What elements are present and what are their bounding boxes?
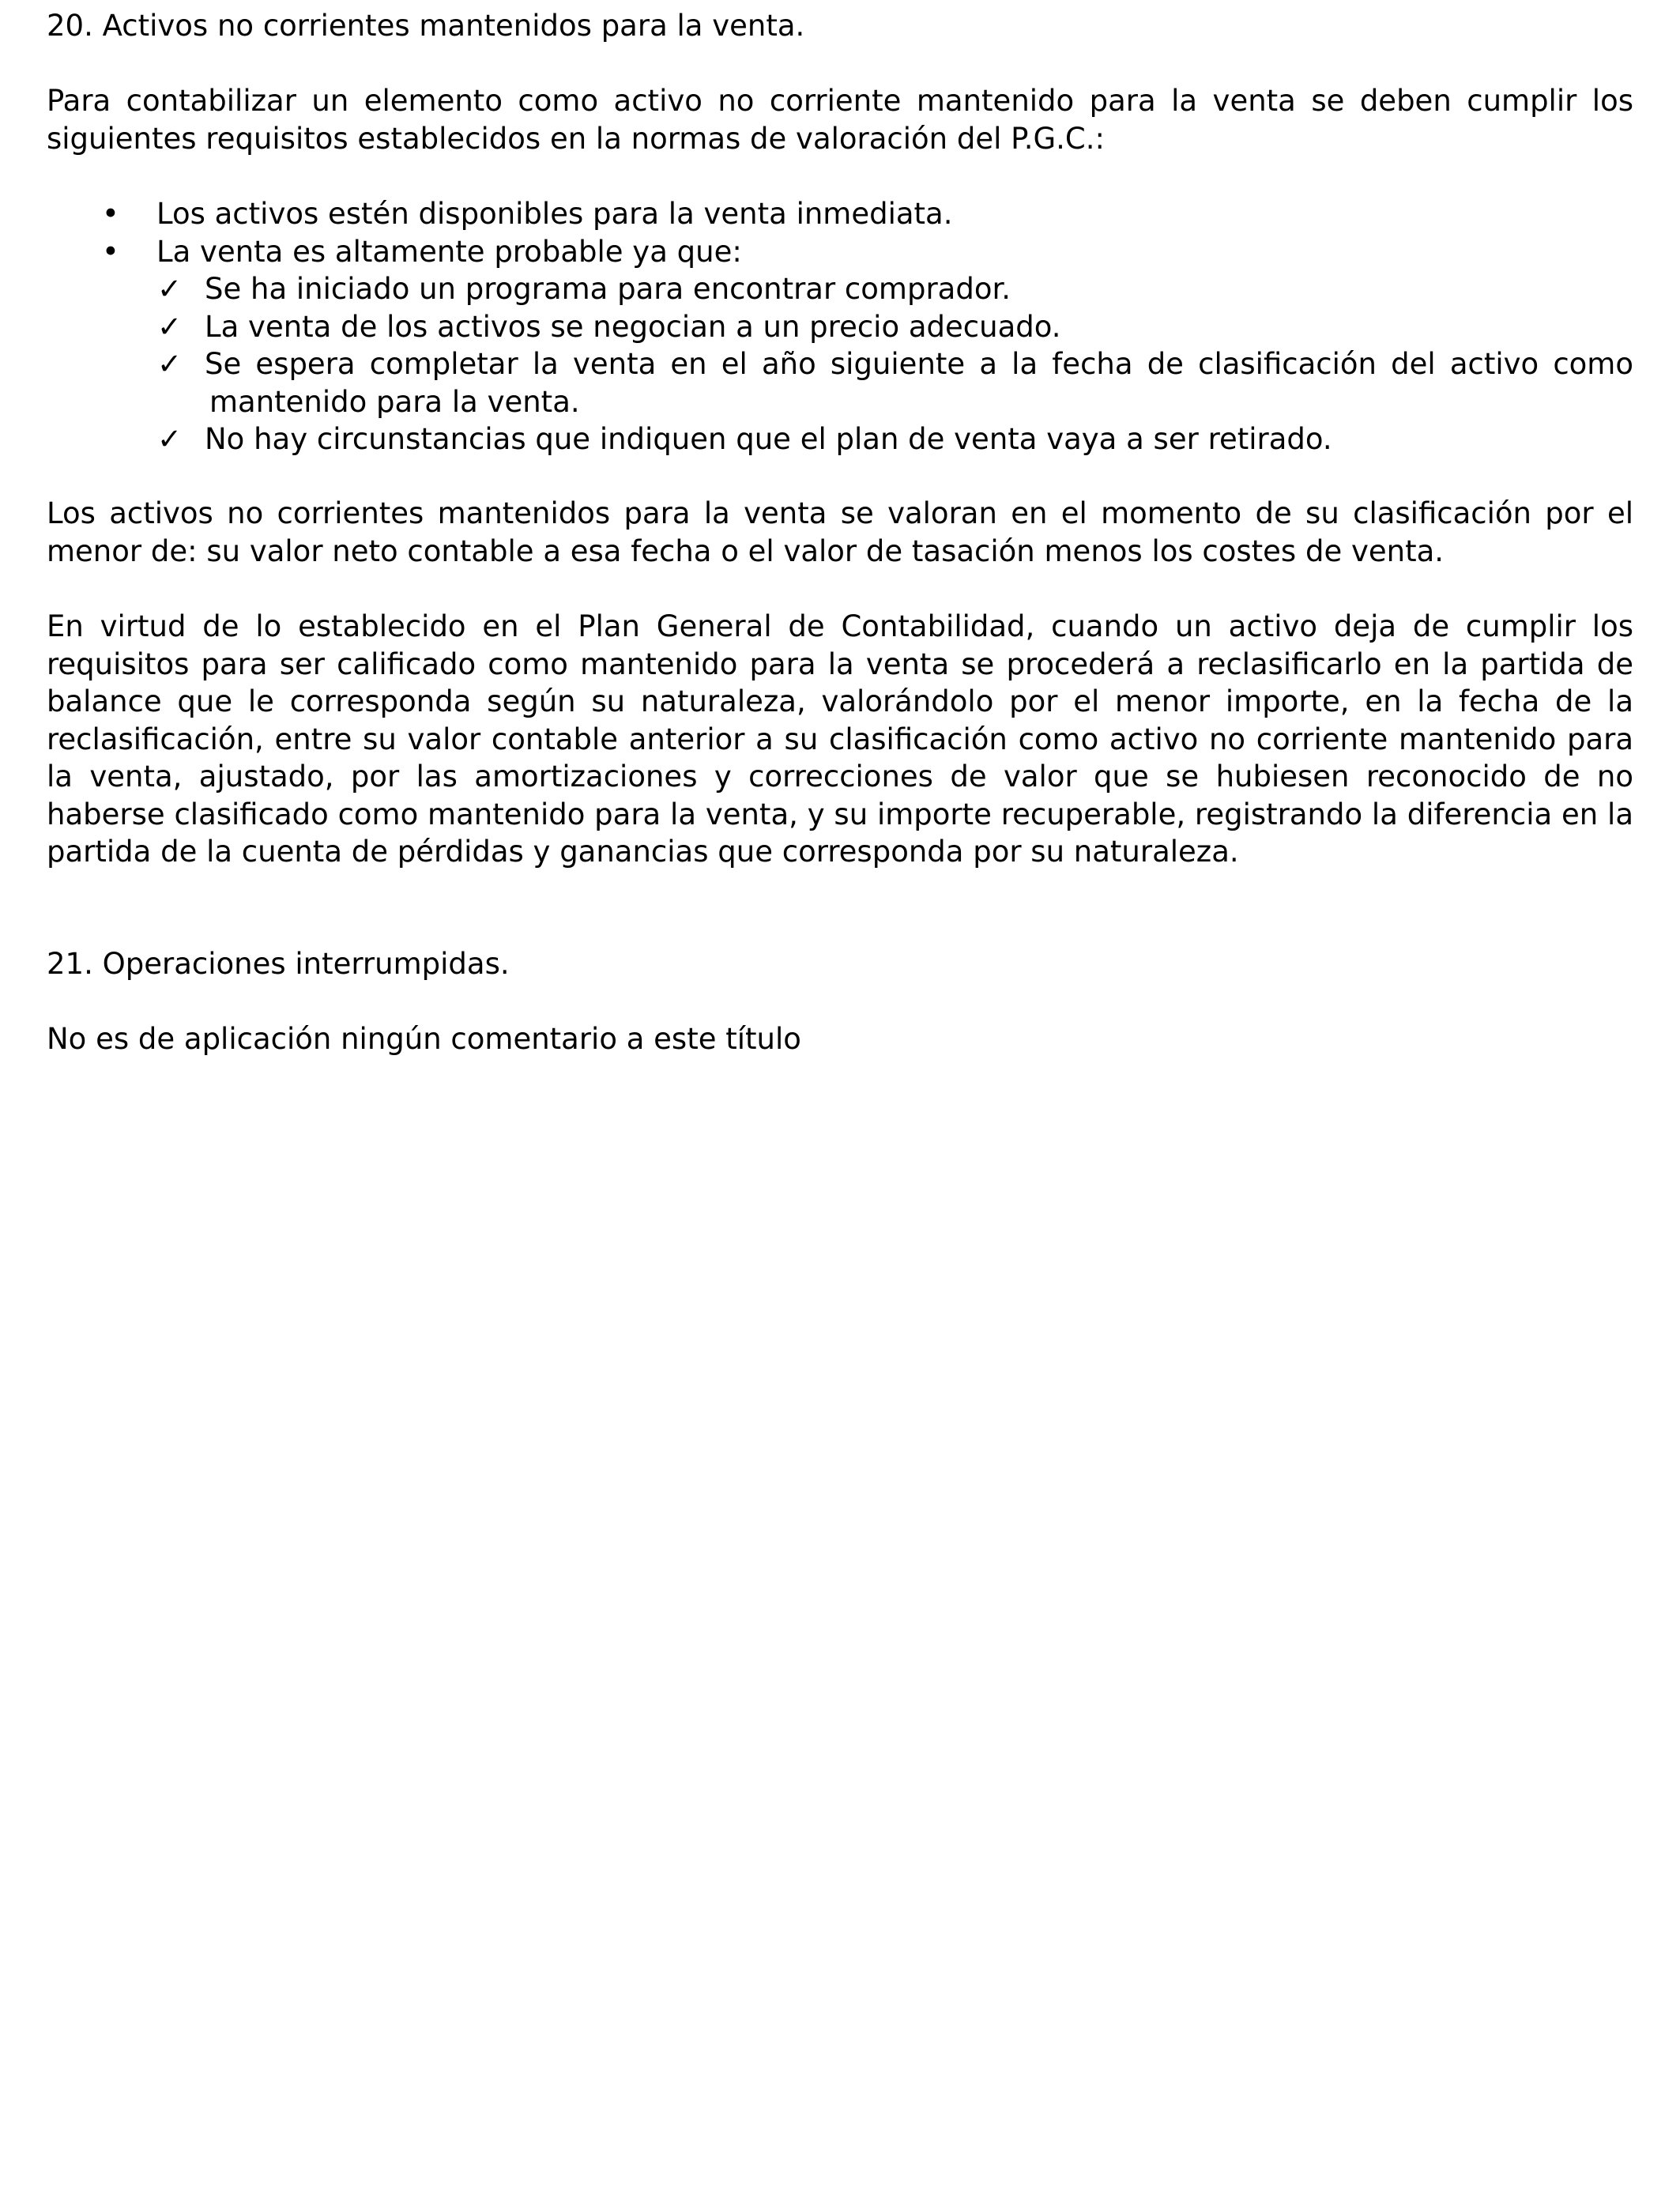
- section-21-heading: 21. Operaciones interrumpidas.: [47, 947, 510, 981]
- section-20-intro: Para contabilizar un elemento como activo no corriente mantenido para la venta se deben cumplir los siguientes requisitos establecidos en la normas de valoración del P.G.C.:: [47, 84, 1633, 156]
- check-text-continuation: mantenido para la venta.: [209, 384, 580, 419]
- checkmark-icon: ✓: [157, 272, 183, 306]
- reclassification-paragraph: En virtud de lo establecido en el Plan General de Contabilidad, cuando un activo deja de cumplir los requisitos para ser calificado como mantenido para la venta se procederá a reclasificarlo en la partida de balance que le corresponda según su naturaleza, valorándolo por el menor importe, en la fecha de la reclasificación, entre su valor contable anterior a su clasificación como activo no corriente mantenido para la venta, ajustado, por las amortizaciones y correcciones de valor que se hubiesen reconocido de no haberse clasificado como mantenido para la venta, y su importe recuperable, registrando la diferencia en la partida de la cuenta de pérdidas y ganancias que corresponda por su naturaleza.: [47, 609, 1633, 869]
- bullet-text: Los activos estén disponibles para la venta inmediata.: [156, 197, 953, 231]
- list-item: [157, 345, 1633, 420]
- list-item: [157, 270, 1633, 308]
- bullet-icon: •: [102, 234, 119, 269]
- section-20-heading: 20. Activos no corrientes mantenidos para la venta.: [47, 9, 805, 43]
- bullet-text: La venta es altamente probable ya que:: [156, 234, 742, 269]
- checkmark-icon: ✓: [157, 422, 183, 456]
- requirements-list: [47, 195, 1633, 270]
- checkmark-icon: ✓: [157, 309, 183, 344]
- list-item: [47, 233, 1633, 271]
- check-text: La venta de los activos se negocian a un precio adecuado.: [205, 309, 1061, 344]
- valuation-paragraph: Los activos no corrientes mantenidos para la venta se valoran en el momento de su clasificación por el menor de: su valor neto contable a esa fecha o el valor de tasación menos los costes de venta.: [47, 496, 1633, 568]
- check-text: No hay circunstancias que indiquen que el plan de venta vaya a ser retirado.: [205, 422, 1332, 456]
- list-item: [47, 195, 1633, 233]
- conditions-list: [47, 270, 1633, 458]
- bullet-icon: •: [102, 197, 119, 231]
- checkmark-icon: ✓: [157, 347, 183, 381]
- list-item: [157, 308, 1633, 346]
- section-21-body: No es de aplicación ningún comentario a este título: [47, 1022, 801, 1056]
- check-text: Se ha iniciado un programa para encontrar comprador.: [205, 272, 1011, 306]
- check-text: Se espera completar la venta en el año siguiente a la fecha de clasificación del activo como: [205, 347, 1633, 381]
- list-item: [157, 420, 1633, 458]
